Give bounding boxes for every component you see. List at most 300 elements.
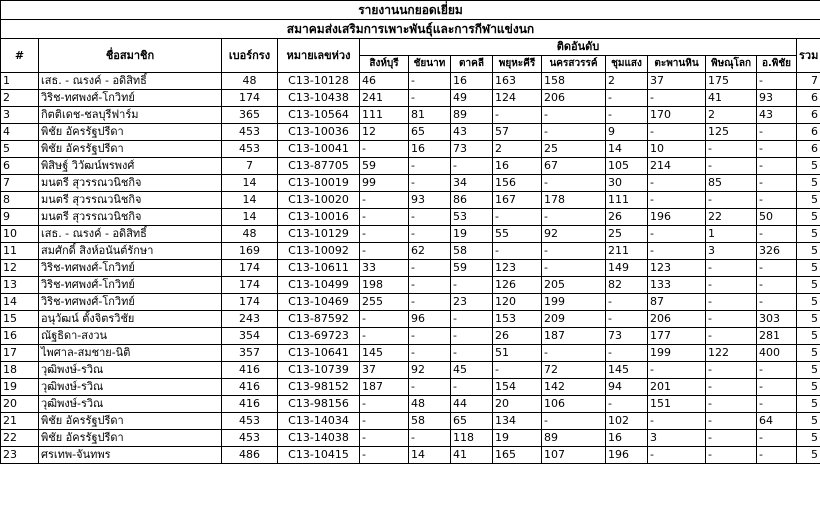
placing-cell: -	[757, 158, 797, 175]
placing-cell: 281	[757, 328, 797, 345]
table-row	[1, 345, 820, 362]
ring-number-cell: C13-10019	[278, 175, 360, 192]
placing-cell: 122	[706, 345, 757, 362]
ring-number-cell: C13-10092	[278, 243, 360, 260]
placing-cell: 43	[757, 107, 797, 124]
table-row	[1, 379, 820, 396]
placing-cell: -	[606, 345, 648, 362]
placing-cell: 16	[451, 73, 493, 90]
row-number-cell: 2	[1, 90, 39, 107]
row-number-cell: 5	[1, 141, 39, 158]
ring-number-cell: C13-98156	[278, 396, 360, 413]
placing-cell: 89	[451, 107, 493, 124]
placing-cell: -	[409, 294, 451, 311]
placing-cell: -	[451, 379, 493, 396]
placing-cell: 87	[648, 294, 706, 311]
ring-number-cell: C13-14034	[278, 413, 360, 430]
placing-cell: 2	[606, 73, 648, 90]
placing-cell: 400	[757, 345, 797, 362]
member-name-cell: พิชัย อัครรัฐปรีดา	[39, 430, 222, 447]
header-race: ชุมแสง	[606, 56, 648, 73]
member-name-cell: วิริช-ทศพงศ์-โกวิทย์	[39, 294, 222, 311]
placing-cell: 19	[493, 430, 542, 447]
member-name-cell: ศรเทพ-จันทพร	[39, 447, 222, 464]
placing-cell: -	[706, 413, 757, 430]
placing-cell: 12	[360, 124, 409, 141]
loft-number-cell: 174	[222, 277, 278, 294]
placing-cell: 85	[706, 175, 757, 192]
placing-cell: -	[757, 73, 797, 90]
placing-cell: 58	[409, 413, 451, 430]
placing-cell: -	[409, 90, 451, 107]
placing-cell: -	[706, 277, 757, 294]
placing-cell: -	[542, 413, 606, 430]
loft-number-cell: 453	[222, 124, 278, 141]
placing-cell: 167	[493, 192, 542, 209]
placing-cell: 134	[493, 413, 542, 430]
table-row	[1, 311, 820, 328]
ring-number-cell: C13-10041	[278, 141, 360, 158]
placing-cell: 211	[606, 243, 648, 260]
placing-cell: 1	[706, 226, 757, 243]
placing-cell: -	[757, 362, 797, 379]
placing-cell: -	[648, 192, 706, 209]
placing-cell: 67	[542, 158, 606, 175]
loft-number-cell: 453	[222, 413, 278, 430]
placing-cell: 49	[451, 90, 493, 107]
subtitle-row	[1, 20, 820, 39]
header-loft: เบอร์กรง	[222, 39, 278, 73]
placing-cell: 26	[606, 209, 648, 226]
placing-cell: 187	[360, 379, 409, 396]
placing-cell: 41	[451, 447, 493, 464]
placing-cell: 201	[648, 379, 706, 396]
table-row	[1, 192, 820, 209]
placing-cell: -	[648, 226, 706, 243]
placing-cell: -	[606, 90, 648, 107]
placing-cell: 206	[648, 311, 706, 328]
placing-cell: -	[360, 430, 409, 447]
row-number-cell: 19	[1, 379, 39, 396]
placing-cell: 145	[606, 362, 648, 379]
placing-cell: -	[706, 447, 757, 464]
placing-cell: -	[757, 396, 797, 413]
placing-cell: -	[648, 175, 706, 192]
placing-cell: 196	[606, 447, 648, 464]
loft-number-cell: 416	[222, 362, 278, 379]
ring-number-cell: C13-69723	[278, 328, 360, 345]
header-race: ตาคลี	[451, 56, 493, 73]
placing-cell: 3	[706, 243, 757, 260]
ring-number-cell: C13-14038	[278, 430, 360, 447]
ring-number-cell: C13-10564	[278, 107, 360, 124]
total-cell: 5	[797, 345, 820, 362]
placing-cell: 58	[451, 243, 493, 260]
placing-cell: -	[648, 362, 706, 379]
placing-cell: 241	[360, 90, 409, 107]
placing-cell: 111	[606, 192, 648, 209]
ring-number-cell: C13-10739	[278, 362, 360, 379]
member-name-cell: เสธ. - ณรงค์ - อดิสิทธิ์	[39, 73, 222, 90]
member-name-cell: วิริช-ทศพงศ์-โกวิทย์	[39, 90, 222, 107]
placing-cell: -	[360, 311, 409, 328]
placing-cell: 154	[493, 379, 542, 396]
placing-cell: 34	[451, 175, 493, 192]
placing-cell: 14	[606, 141, 648, 158]
placing-cell: 326	[757, 243, 797, 260]
total-cell: 5	[797, 277, 820, 294]
placing-cell: 199	[542, 294, 606, 311]
placing-cell: 156	[493, 175, 542, 192]
placing-cell: 50	[757, 209, 797, 226]
placing-cell: 46	[360, 73, 409, 90]
placing-cell: 16	[493, 158, 542, 175]
table-row	[1, 243, 820, 260]
placing-cell: -	[409, 73, 451, 90]
placing-cell: -	[409, 158, 451, 175]
row-number-cell: 18	[1, 362, 39, 379]
member-name-cell: พิชัย อัครรัฐปรีดา	[39, 141, 222, 158]
member-name-cell: พิสิษฐ์ วิวัฒน์พรพงศ์	[39, 158, 222, 175]
placing-cell: -	[360, 447, 409, 464]
placing-cell: -	[451, 158, 493, 175]
member-name-cell: เสธ. - ณรงค์ - อดิสิทธิ์	[39, 226, 222, 243]
ring-number-cell: C13-10036	[278, 124, 360, 141]
placing-cell: -	[360, 192, 409, 209]
placing-cell: -	[706, 396, 757, 413]
placing-cell: 93	[757, 90, 797, 107]
table-row	[1, 260, 820, 277]
placing-cell: 92	[542, 226, 606, 243]
loft-number-cell: 14	[222, 192, 278, 209]
header-placing: ติดอันดับ	[360, 39, 797, 56]
header-ring: หมายเลขห่วง	[278, 39, 360, 73]
table-row	[1, 90, 820, 107]
placing-cell: 43	[451, 124, 493, 141]
placing-cell: -	[360, 226, 409, 243]
placing-cell: 209	[542, 311, 606, 328]
placing-cell: 51	[493, 345, 542, 362]
placing-cell: -	[451, 311, 493, 328]
placing-cell: 37	[648, 73, 706, 90]
placing-cell: 93	[409, 192, 451, 209]
placing-cell: 175	[706, 73, 757, 90]
placing-cell: -	[606, 396, 648, 413]
row-number-cell: 11	[1, 243, 39, 260]
placing-cell: -	[542, 175, 606, 192]
table-row	[1, 73, 820, 90]
placing-cell: -	[360, 413, 409, 430]
total-cell: 5	[797, 243, 820, 260]
loft-number-cell: 14	[222, 175, 278, 192]
placing-cell: -	[409, 379, 451, 396]
placing-cell: -	[706, 192, 757, 209]
ring-number-cell: C13-10016	[278, 209, 360, 226]
placing-cell: 165	[493, 447, 542, 464]
header-race: ตะพานหิน	[648, 56, 706, 73]
header-no: #	[1, 39, 39, 73]
ring-number-cell: C13-87705	[278, 158, 360, 175]
row-number-cell: 17	[1, 345, 39, 362]
placing-cell: 99	[360, 175, 409, 192]
loft-number-cell: 416	[222, 396, 278, 413]
placing-cell: 111	[360, 107, 409, 124]
header-row-1	[1, 39, 820, 56]
placing-cell: 14	[409, 447, 451, 464]
placing-cell: -	[360, 209, 409, 226]
total-cell: 7	[797, 73, 820, 90]
placing-cell: -	[757, 260, 797, 277]
loft-number-cell: 48	[222, 73, 278, 90]
placing-cell: 106	[542, 396, 606, 413]
placing-cell: 89	[542, 430, 606, 447]
placing-cell: 124	[493, 90, 542, 107]
placing-cell: -	[542, 209, 606, 226]
placing-cell: -	[409, 328, 451, 345]
total-cell: 5	[797, 430, 820, 447]
placing-cell: 59	[451, 260, 493, 277]
placing-cell: -	[706, 328, 757, 345]
placing-cell: 170	[648, 107, 706, 124]
ring-number-cell: C13-87592	[278, 311, 360, 328]
header-total: รวม	[797, 39, 820, 73]
header-race: สิงห์บุรี	[360, 56, 409, 73]
placing-cell: -	[360, 141, 409, 158]
loft-number-cell: 416	[222, 379, 278, 396]
placing-cell: 163	[493, 73, 542, 90]
placing-cell: 126	[493, 277, 542, 294]
placing-cell: 96	[409, 311, 451, 328]
table-row	[1, 396, 820, 413]
placing-cell: -	[493, 209, 542, 226]
ring-number-cell: C13-98152	[278, 379, 360, 396]
loft-number-cell: 357	[222, 345, 278, 362]
member-name-cell: ณัฐธิดา-สงวน	[39, 328, 222, 345]
placing-cell: -	[757, 447, 797, 464]
placing-cell: 81	[409, 107, 451, 124]
placing-cell: -	[493, 243, 542, 260]
placing-cell: 33	[360, 260, 409, 277]
placing-cell: -	[757, 124, 797, 141]
placing-cell: -	[606, 107, 648, 124]
placing-cell: -	[542, 260, 606, 277]
total-cell: 6	[797, 107, 820, 124]
loft-number-cell: 486	[222, 447, 278, 464]
placing-cell: -	[451, 345, 493, 362]
placing-cell: 57	[493, 124, 542, 141]
loft-number-cell: 169	[222, 243, 278, 260]
placing-cell: 145	[360, 345, 409, 362]
member-name-cell: มนตรี สุวรรณวนิชกิจ	[39, 209, 222, 226]
member-name-cell: มนตรี สุวรรณวนิชกิจ	[39, 192, 222, 209]
placing-cell: -	[757, 379, 797, 396]
placing-cell: -	[542, 124, 606, 141]
placing-cell: 72	[542, 362, 606, 379]
ring-number-cell: C13-10438	[278, 90, 360, 107]
table-row	[1, 141, 820, 158]
placing-cell: 205	[542, 277, 606, 294]
placing-cell: -	[757, 226, 797, 243]
placing-cell: 44	[451, 396, 493, 413]
placing-cell: 86	[451, 192, 493, 209]
member-name-cell: พิชัย อัครรัฐปรีดา	[39, 413, 222, 430]
total-cell: 5	[797, 447, 820, 464]
title-row	[1, 1, 820, 20]
total-cell: 5	[797, 294, 820, 311]
report-title: รายงานนกยอดเยี่ยม	[1, 1, 820, 20]
placing-cell: -	[706, 311, 757, 328]
placing-cell: -	[360, 328, 409, 345]
member-name-cell: อนุวัฒน์ ตั้งจิตรวิชัย	[39, 311, 222, 328]
row-number-cell: 23	[1, 447, 39, 464]
row-number-cell: 20	[1, 396, 39, 413]
placing-cell: -	[409, 175, 451, 192]
ring-number-cell: C13-10415	[278, 447, 360, 464]
placing-cell: 133	[648, 277, 706, 294]
total-cell: 5	[797, 175, 820, 192]
placing-cell: 59	[360, 158, 409, 175]
member-name-cell: วุฒิพงษ์-รวิณ	[39, 379, 222, 396]
member-name-cell: กิตติเดช-ชลบุรีฟาร์ม	[39, 107, 222, 124]
placing-cell: -	[706, 260, 757, 277]
loft-number-cell: 14	[222, 209, 278, 226]
member-name-cell: วิริช-ทศพงศ์-โกวิทย์	[39, 277, 222, 294]
row-number-cell: 22	[1, 430, 39, 447]
placing-cell: 255	[360, 294, 409, 311]
header-race: อ.พิชัย	[757, 56, 797, 73]
placing-cell: -	[706, 430, 757, 447]
placing-cell: 48	[409, 396, 451, 413]
ring-number-cell: C13-10020	[278, 192, 360, 209]
placing-cell: 55	[493, 226, 542, 243]
table-row	[1, 294, 820, 311]
row-number-cell: 13	[1, 277, 39, 294]
placing-cell: -	[648, 90, 706, 107]
placing-cell: -	[648, 124, 706, 141]
placing-cell: -	[360, 243, 409, 260]
placing-cell: -	[360, 396, 409, 413]
placing-cell: 206	[542, 90, 606, 107]
placing-cell: -	[706, 362, 757, 379]
loft-number-cell: 453	[222, 141, 278, 158]
placing-cell: -	[606, 311, 648, 328]
placing-cell: -	[757, 294, 797, 311]
placing-cell: 10	[648, 141, 706, 158]
placing-cell: 64	[757, 413, 797, 430]
placing-cell: 25	[606, 226, 648, 243]
row-number-cell: 14	[1, 294, 39, 311]
member-name-cell: ไพศาล-สมชาย-นิติ	[39, 345, 222, 362]
table-row	[1, 328, 820, 345]
placing-cell: -	[757, 175, 797, 192]
loft-number-cell: 365	[222, 107, 278, 124]
placing-cell: 30	[606, 175, 648, 192]
loft-number-cell: 174	[222, 260, 278, 277]
member-name-cell: วุฒิพงษ์-รวิณ	[39, 396, 222, 413]
row-number-cell: 1	[1, 73, 39, 90]
placing-cell: 19	[451, 226, 493, 243]
placing-cell: 25	[542, 141, 606, 158]
ring-number-cell: C13-10469	[278, 294, 360, 311]
loft-number-cell: 174	[222, 294, 278, 311]
row-number-cell: 10	[1, 226, 39, 243]
placing-cell: 92	[409, 362, 451, 379]
placing-cell: 65	[409, 124, 451, 141]
placing-cell: 53	[451, 209, 493, 226]
placing-cell: -	[706, 158, 757, 175]
placing-cell: 94	[606, 379, 648, 396]
placing-cell: -	[757, 141, 797, 158]
placing-cell: -	[648, 243, 706, 260]
placing-cell: 107	[542, 447, 606, 464]
header-race: นครสวรรค์	[542, 56, 606, 73]
total-cell: 5	[797, 362, 820, 379]
ring-number-cell: C13-10641	[278, 345, 360, 362]
placing-cell: 73	[451, 141, 493, 158]
placing-cell: 23	[451, 294, 493, 311]
member-name-cell: สมศักดิ์ สิงห์อนันต์รักษา	[39, 243, 222, 260]
total-cell: 5	[797, 192, 820, 209]
placing-cell: 2	[493, 141, 542, 158]
placing-cell: -	[648, 413, 706, 430]
total-cell: 6	[797, 90, 820, 107]
row-number-cell: 6	[1, 158, 39, 175]
total-cell: 5	[797, 328, 820, 345]
table-row	[1, 226, 820, 243]
member-name-cell: พิชัย อัครรัฐปรีดา	[39, 124, 222, 141]
total-cell: 5	[797, 413, 820, 430]
row-number-cell: 8	[1, 192, 39, 209]
placing-cell: 187	[542, 328, 606, 345]
placing-cell: 20	[493, 396, 542, 413]
table-row	[1, 124, 820, 141]
member-name-cell: วิริช-ทศพงศ์-โกวิทย์	[39, 260, 222, 277]
row-number-cell: 9	[1, 209, 39, 226]
loft-number-cell: 48	[222, 226, 278, 243]
table-row	[1, 430, 820, 447]
table-row	[1, 277, 820, 294]
placing-cell: 151	[648, 396, 706, 413]
table-row	[1, 209, 820, 226]
placing-cell: 45	[451, 362, 493, 379]
table-row	[1, 447, 820, 464]
placing-cell: 102	[606, 413, 648, 430]
total-cell: 6	[797, 124, 820, 141]
placing-cell: -	[542, 243, 606, 260]
table-row	[1, 175, 820, 192]
placing-cell: 196	[648, 209, 706, 226]
row-number-cell: 3	[1, 107, 39, 124]
placing-cell: -	[706, 141, 757, 158]
placing-cell: 65	[451, 413, 493, 430]
table-row	[1, 158, 820, 175]
placing-cell: 3	[648, 430, 706, 447]
row-number-cell: 7	[1, 175, 39, 192]
total-cell: 5	[797, 379, 820, 396]
placing-cell: -	[542, 107, 606, 124]
placing-cell: 16	[606, 430, 648, 447]
placing-cell: 123	[493, 260, 542, 277]
placing-cell: -	[706, 379, 757, 396]
placing-cell: 123	[648, 260, 706, 277]
member-name-cell: มนตรี สุวรรณวนิชกิจ	[39, 175, 222, 192]
placing-cell: -	[493, 107, 542, 124]
total-cell: 5	[797, 396, 820, 413]
ring-number-cell: C13-10128	[278, 73, 360, 90]
placing-cell: 26	[493, 328, 542, 345]
table-body	[1, 73, 820, 464]
placing-cell: 41	[706, 90, 757, 107]
